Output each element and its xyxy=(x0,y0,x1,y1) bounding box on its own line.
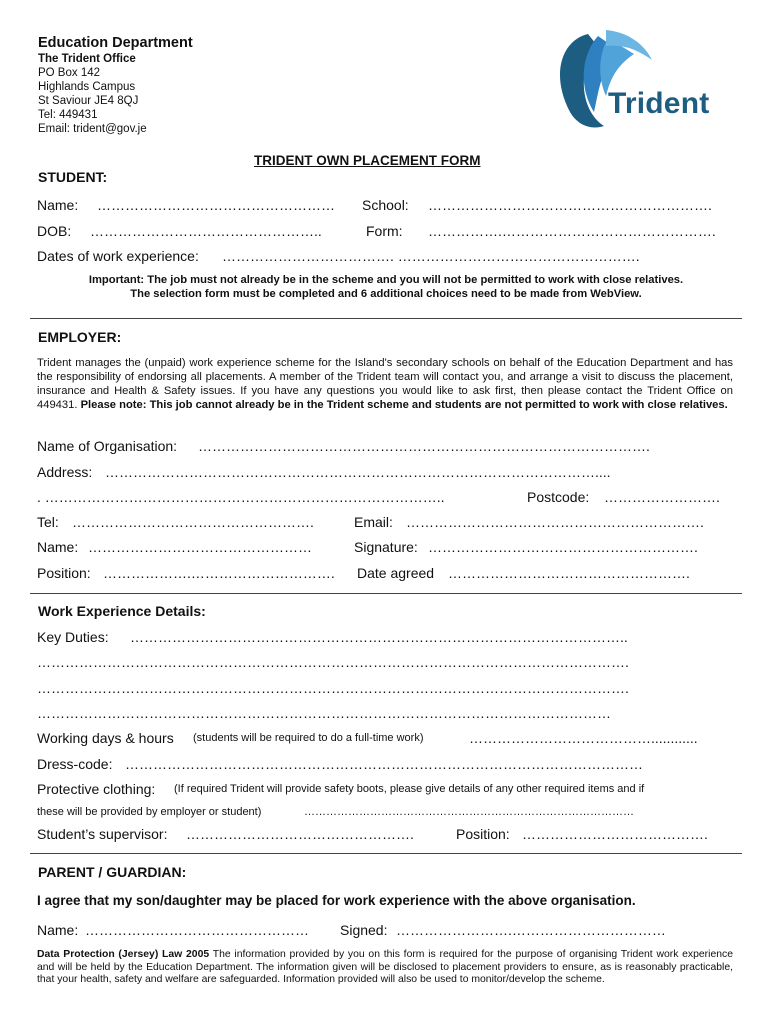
address-label: Address: xyxy=(37,464,93,480)
form-title: TRIDENT OWN PLACEMENT FORM xyxy=(254,153,481,168)
school-field[interactable]: ……………………………………………………. xyxy=(428,197,712,213)
protective-label: Protective clothing: xyxy=(37,781,156,797)
work-heading: Work Experience Details: xyxy=(38,603,206,619)
data-protection-notice xyxy=(37,949,733,987)
employer-position-label: Position: xyxy=(37,565,91,581)
key-duties-line[interactable]: ………………………………………………………………………………………………………………. xyxy=(37,654,629,670)
tel-field[interactable]: ……………………………………………. xyxy=(72,514,314,530)
employer-intro-text: Trident manages the (unpaid) work experience scheme for the Island's secondary schools on behalf of the Education Department and has the responsibility of endorsing all placements. A member of the Trident team will contact you, and arrange a visit to discuss the placement, insurance and Health & Safety issues. If you have any questions you would like to ask first, then please contact the Trident Office on 449431. xyxy=(37,357,733,411)
supervisor-position-label: Position: xyxy=(456,826,510,842)
protective-note: (If required Trident will provide safety boots, please give details of any other required items and if xyxy=(174,783,645,795)
data-protection-title: Data Protection (Jersey) Law 2005 xyxy=(37,949,210,960)
supervisor-position-field[interactable]: …………………………………. xyxy=(522,826,708,842)
key-duties-label: Key Duties: xyxy=(37,629,109,645)
parent-agreement: I agree that my son/daughter may be placed for work experience with the above organisation. xyxy=(37,893,636,908)
hours-note: (students will be required to do a full-time work) xyxy=(193,732,424,744)
key-duties-line[interactable]: …………………………………………………………………………………………………………… xyxy=(37,705,611,721)
protective-note-line2: these will be provided by employer or student) xyxy=(37,806,262,818)
org-field[interactable]: ……………………………………………………………………………………. xyxy=(198,438,650,454)
supervisor-field[interactable]: …………………………………………. xyxy=(186,826,414,842)
supervisor-label: Student’s supervisor: xyxy=(37,826,168,842)
parent-heading: PARENT / GUARDIAN: xyxy=(38,864,187,880)
student-name-label: Name: xyxy=(37,197,79,213)
signature-label: Signature: xyxy=(354,539,418,555)
tel-label: Tel: xyxy=(37,514,59,530)
office-name: The Trident Office xyxy=(38,53,136,65)
hours-label: Working days & hours xyxy=(37,730,174,746)
employer-intro-note: Please note: This job cannot already be in the Trident scheme and students are not permitted to work with close relatives. xyxy=(80,399,728,411)
hours-field[interactable]: …………………………………............ xyxy=(469,730,698,746)
employer-heading: EMPLOYER: xyxy=(38,329,122,345)
employer-email-label: Email: xyxy=(354,514,393,530)
form-label: Form: xyxy=(366,223,403,239)
parent-name-field[interactable]: ………………………………………… xyxy=(85,922,309,938)
student-name-field[interactable]: …………………………………………… xyxy=(97,197,335,213)
important-line: Important: The job must not already be in the scheme and you will not be permitted to work with close relatives. xyxy=(88,274,684,286)
key-duties-line[interactable]: ………………………………………………………………………………………………………………. xyxy=(37,680,629,696)
address-line: St Saviour JE4 8QJ xyxy=(38,95,139,107)
dress-code-field[interactable]: ………………………………………………………………………………………………… xyxy=(125,756,643,772)
date-agreed-field[interactable]: ……………………………………………. xyxy=(448,565,690,581)
dress-code-label: Dress-code: xyxy=(37,756,113,772)
school-label: School: xyxy=(362,197,409,213)
important-line: The selection form must be completed and 6 additional choices need to be made from WebView. xyxy=(130,288,642,300)
employer-email-field[interactable]: ………………………………………………………. xyxy=(406,514,704,530)
address-field-line2[interactable]: . ………………………………………………………………………….. xyxy=(37,489,445,505)
address-line: Highlands Campus xyxy=(38,81,136,93)
dob-label: DOB: xyxy=(37,223,72,239)
email-line: Email: trident@gov.je xyxy=(38,123,147,135)
employer-position-field[interactable]: ……………….…………………………. xyxy=(103,565,335,581)
divider xyxy=(30,593,742,594)
address-line: PO Box 142 xyxy=(38,67,101,79)
parent-signed-field[interactable]: …………………….…………………………… xyxy=(396,922,666,938)
postcode-label: Postcode: xyxy=(527,489,590,505)
key-duties-field[interactable]: …………………………………………………………………………………………….. xyxy=(130,629,628,645)
employer-name-field[interactable]: ………………………………………… xyxy=(88,539,312,555)
protective-field[interactable]: ……………………………………………………………………………… xyxy=(304,806,634,818)
employer-intro xyxy=(37,356,733,412)
address-field[interactable]: …………………………………………………………………………………………….... xyxy=(105,464,611,480)
student-heading: STUDENT: xyxy=(38,169,108,185)
department-title: Education Department xyxy=(38,35,193,51)
dates-label: Dates of work experience: xyxy=(37,248,199,264)
signature-field[interactable]: …………………………………………………. xyxy=(428,539,698,555)
employer-name-label: Name: xyxy=(37,539,79,555)
important-note xyxy=(30,273,742,301)
parent-signed-label: Signed: xyxy=(340,922,388,938)
postcode-field[interactable]: ……………………. xyxy=(604,489,720,505)
logo-wordmark: Trident xyxy=(608,87,710,120)
data-protection-text: The information provided by you on this form is required for the purpose of organising Trident work experience and will be held by the Education Department. The information given will be disclosed to placement providers to ensure, as is reasonably practicable, that your health, safety and welfare are safeguarded. Information provided will also be used to monitor/develop the scheme. xyxy=(37,949,733,986)
dates-field[interactable]: ………………………………. ……………………………………………. xyxy=(222,248,640,264)
org-label: Name of Organisation: xyxy=(37,438,178,454)
date-agreed-label: Date agreed xyxy=(357,565,435,581)
divider xyxy=(30,318,742,319)
parent-name-label: Name: xyxy=(37,922,79,938)
dob-field[interactable]: ………………………………………….. xyxy=(90,223,322,239)
address-line: Tel: 449431 xyxy=(38,109,98,121)
divider xyxy=(30,853,742,854)
form-field[interactable]: …………….………………………………………. xyxy=(428,223,716,239)
